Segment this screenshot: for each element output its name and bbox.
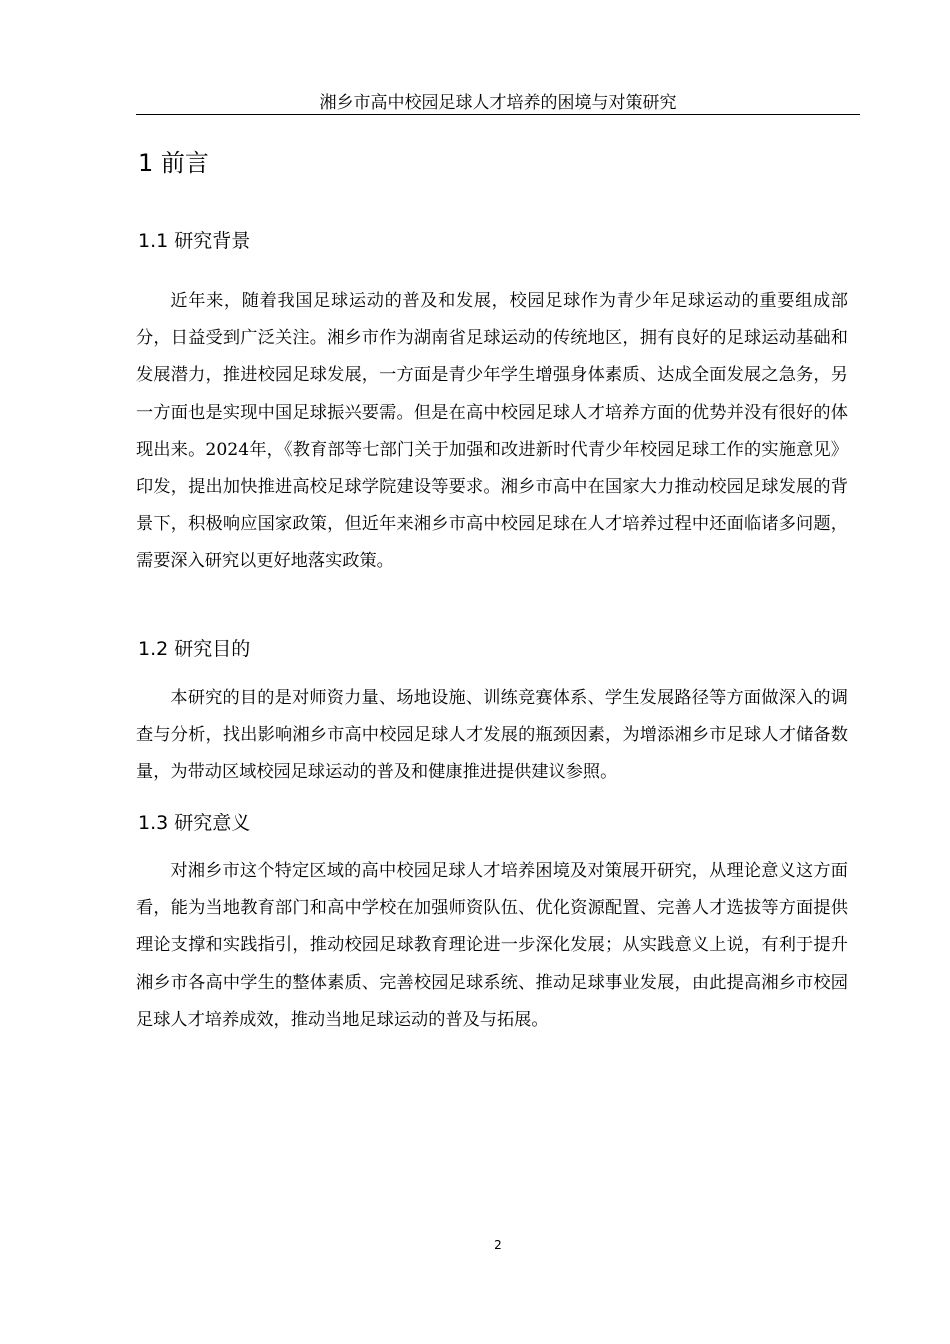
- header-rule: [136, 114, 860, 115]
- page-number: 2: [494, 1238, 502, 1252]
- section-paragraph-purpose: 本研究的目的是对师资力量、场地设施、训练竞赛体系、学生发展路径等方面做深入的调查与分析，找出影响湘乡市高中校园足球人才发展的瓶颈因素，为增添湘乡市足球人才储备数量，为带动区域校园足球运动的普及和健康推进提供建议参照。: [136, 688, 848, 783]
- section-heading-significance: 1.3 研究意义: [138, 812, 251, 834]
- section-heading-purpose: 1.2 研究目的: [138, 638, 251, 660]
- section-paragraph-background: 近年来，随着我国足球运动的普及和发展，校园足球作为青少年足球运动的重要组成部分，日益受到广泛关注。湘乡市作为湖南省足球运动的传统地区，拥有良好的足球运动基础和发展潜力，推进校园足球发展，一方面是青少年学生增强身体素质、达成全面发展之急务，另一方面也是实现中国足球振兴要需。但是在高中校园足球人才培养方面的优势并没有很好的体现出来。2024年，《教育部等七部门关于加强和改进新时代青少年校园足球工作的实施意见》印发，提出加快推进高校足球学院建设等要求。湘乡市高中在国家大力推动校园足球发展的背景下，积极响应国家政策，但近年来湘乡市高中校园足球在人才培养过程中还面临诸多问题，需要深入研究以更好地落实政策。: [136, 291, 848, 572]
- section-heading-background: 1.1 研究背景: [138, 230, 251, 252]
- section-paragraph-significance: 对湘乡市这个特定区域的高中校园足球人才培养困境及对策展开研究，从理论意义这方面看，能为当地教育部门和高中学校在加强师资队伍、优化资源配置、完善人才选拔等方面提供理论支撑和实践指引，推动校园足球教育理论进一步深化发展；从实践意义上说，有利于提升湘乡市各高中学生的整体素质、完善校园足球系统、推动足球事业发展，由此提高湘乡市校园足球人才培养成效，推动当地足球运动的普及与拓展。: [136, 861, 848, 1030]
- running-header-title: 湘乡市高中校园足球人才培养的困境与对策研究: [319, 93, 677, 113]
- chapter-heading: 1 前言: [138, 149, 209, 177]
